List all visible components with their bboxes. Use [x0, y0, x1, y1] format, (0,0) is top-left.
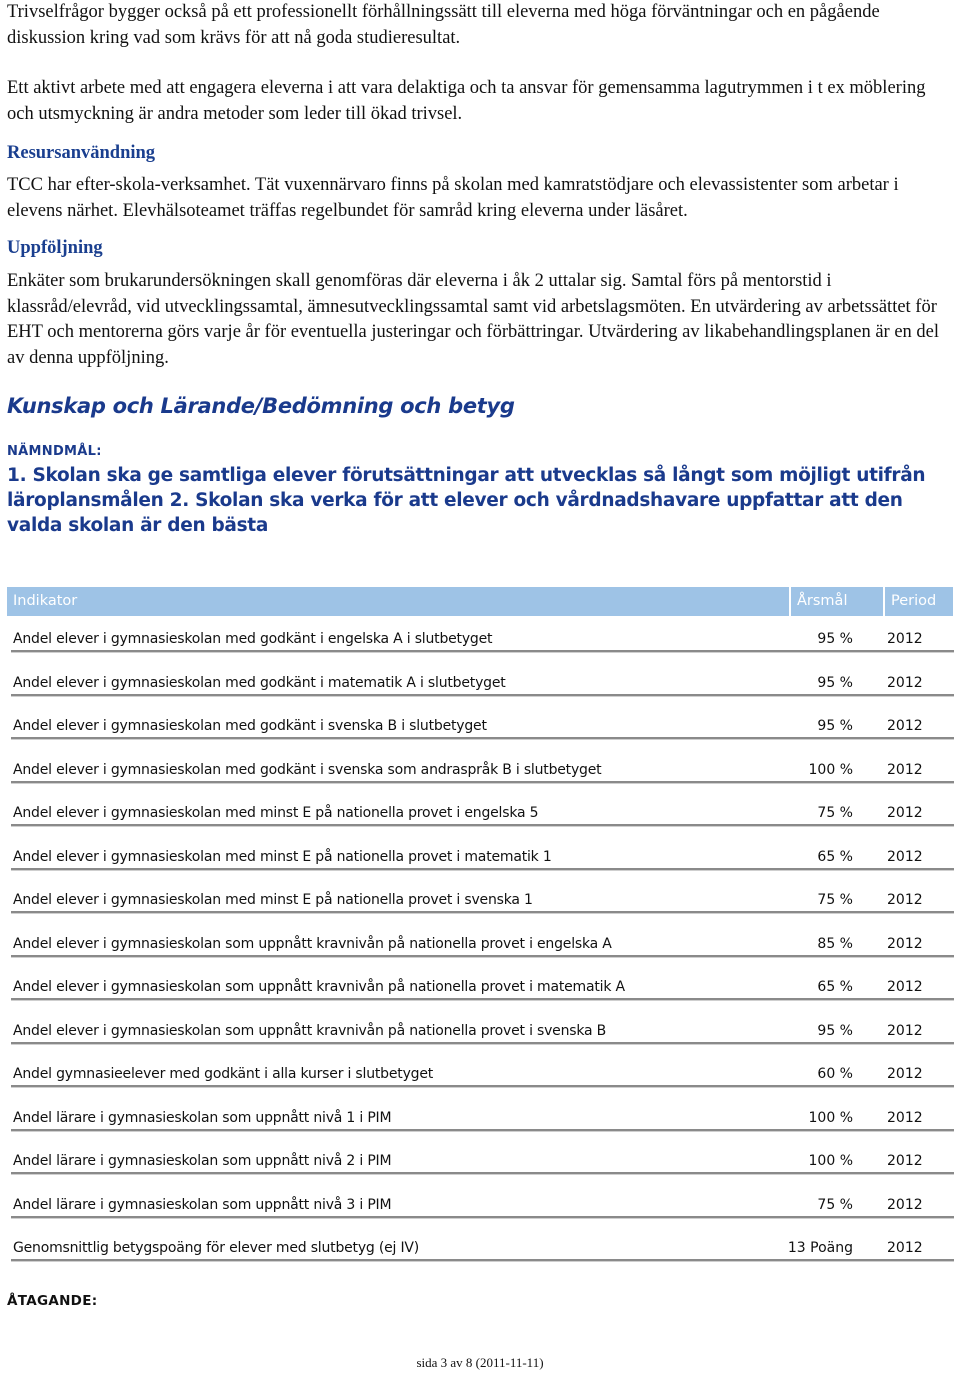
target-cell: 85 % [817, 935, 853, 952]
row-divider [11, 694, 954, 697]
heading-resursanvandning: Resursanvändning [7, 143, 156, 163]
target-cell: 75 % [817, 1196, 853, 1213]
table-body [7, 620, 953, 1273]
atagande-label: ÅTAGANDE: [7, 1293, 98, 1309]
indicator-cell: Genomsnittlig betygspoäng för elever med slutbetyg (ej IV) [13, 1240, 420, 1256]
indicator-cell: Andel lärare i gymnasieskolan som uppnått nivå 3 i PIM [13, 1196, 392, 1213]
target-cell: 95 % [817, 718, 853, 734]
table-row [7, 1186, 953, 1230]
table-header [7, 587, 953, 616]
period-cell: 2012 [887, 1153, 923, 1169]
indicator-cell: Andel elever i gymnasieskolan med minst E på nationella provet i matematik 1 [13, 848, 552, 865]
paragraph-resursanvandning: TCC har efter-skola-verksamhet. Tät vuxennärvaro finns på skolan med kamratstödjare och elevassistenter som arbetar i elevens närhet. Elevhälsoteamet träffas regelbundet för samråd kring eleverna under läsåret. [7, 175, 899, 221]
indicator-cell: Andel elever i gymnasieskolan med minst E på nationella provet i engelska 5 [13, 805, 539, 821]
period-cell: 2012 [887, 1066, 923, 1082]
target-cell: 13 Poäng [787, 1240, 853, 1256]
header-target: Årsmål [791, 587, 883, 616]
row-divider [11, 650, 954, 653]
period-cell: 2012 [887, 935, 923, 952]
row-divider [11, 1129, 954, 1132]
target-cell: 60 % [817, 1066, 853, 1082]
row-divider [11, 1259, 954, 1262]
indicator-cell: Andel elever i gymnasieskolan som uppnått kravnivån på nationella provet i engelska A [13, 935, 612, 952]
table-row [7, 1012, 953, 1056]
table-row [7, 1142, 953, 1186]
row-divider [11, 868, 954, 871]
period-cell: 2012 [887, 1196, 923, 1213]
indicator-cell: Andel elever i gymnasieskolan som uppnått kravnivån på nationella provet i matematik A [13, 979, 625, 995]
period-cell: 2012 [887, 848, 923, 865]
period-cell: 2012 [887, 1022, 923, 1039]
period-cell: 2012 [887, 761, 923, 778]
header-indicator: Indikator [7, 587, 789, 616]
target-cell: 100 % [808, 1153, 853, 1169]
paragraph-aktivt-arbete: Ett aktivt arbete med att engagera eleverna i att vara delaktiga och ta ansvar för gemensamma lagutrymmen i t ex möblering och utsmyckning är andra metoder som leder till ökad trivsel. [7, 78, 926, 124]
indicator-cell: Andel elever i gymnasieskolan som uppnått kravnivån på nationella provet i svenska B [13, 1022, 607, 1039]
target-cell: 100 % [808, 761, 853, 778]
table-row [7, 707, 953, 751]
indicator-cell: Andel lärare i gymnasieskolan som uppnått nivå 1 i PIM [13, 1109, 392, 1126]
indicator-cell: Andel lärare i gymnasieskolan som uppnått nivå 2 i PIM [13, 1153, 392, 1169]
target-cell: 75 % [817, 892, 853, 908]
page-footer: sida 3 av 8 (2011-11-11) [416, 1355, 544, 1370]
target-cell: 95 % [817, 674, 853, 691]
period-cell: 2012 [887, 892, 923, 908]
heading-uppfoljning: Uppföljning [7, 238, 103, 258]
row-divider [11, 1172, 954, 1175]
target-cell: 75 % [817, 805, 853, 821]
row-divider [11, 955, 954, 958]
row-divider [11, 1216, 954, 1219]
row-divider [11, 1085, 954, 1088]
indicator-cell: Andel gymnasieelever med godkänt i alla kurser i slutbetyget [13, 1066, 434, 1082]
target-cell: 100 % [808, 1109, 853, 1126]
period-cell: 2012 [887, 631, 923, 647]
table-row [7, 838, 953, 882]
table-row [7, 751, 953, 795]
row-divider [11, 824, 954, 827]
row-divider [11, 1042, 954, 1045]
indicator-cell: Andel elever i gymnasieskolan med godkänt i engelska A i slutbetyget [13, 631, 493, 647]
goal-text: 1. Skolan ska ge samtliga elever förutsättningar att utvecklas så långt som möjligt utifrån läroplansmålen 2. Skolan ska verka för att elever och vårdnadshavare uppfattar att den valda skolan är den bästa [7, 465, 926, 536]
target-cell: 65 % [817, 979, 853, 995]
period-cell: 2012 [887, 979, 923, 995]
paragraph-trivsel: Trivselfrågor bygger också på ett professionellt förhållningssätt till eleverna med höga förväntningar och en pågående diskussion kring vad som krävs för att nå goda studieresultat. [7, 2, 880, 48]
indicator-table [7, 587, 953, 1269]
row-divider [11, 737, 954, 740]
indicator-cell: Andel elever i gymnasieskolan med minst E på nationella provet i svenska 1 [13, 892, 533, 908]
table-row [7, 1055, 953, 1099]
target-cell: 95 % [817, 631, 853, 647]
table-row [7, 664, 953, 708]
paragraph-uppfoljning: Enkäter som brukarundersökningen skall genomföras där eleverna i åk 2 uttalar sig. Samtal förs på mentorstid i klassråd/elevråd, vid utvecklingssamtal, ämnesutvecklingssamtal samt vid arbetslagsmöten. En utvärdering av arbetssättet för EHT och mentorerna görs varje år för eventuella justeringar och förbättringar. Utvärdering av likabehandlingsplanen är en del av denna uppföljning. [7, 271, 940, 368]
row-divider [11, 998, 954, 1001]
indicator-cell: Andel elever i gymnasieskolan med godkänt i matematik A i slutbetyget [13, 674, 506, 691]
row-divider [11, 781, 954, 784]
period-cell: 2012 [887, 805, 923, 821]
section-title: Kunskap och Lärande/Bedömning och betyg [7, 394, 515, 418]
row-divider [11, 911, 954, 914]
indicator-cell: Andel elever i gymnasieskolan med godkänt i svenska som andraspråk B i slutbetyget [13, 761, 602, 778]
table-row [7, 620, 953, 664]
indicator-cell: Andel elever i gymnasieskolan med godkänt i svenska B i slutbetyget [13, 718, 487, 734]
table-row [7, 794, 953, 838]
period-cell: 2012 [887, 718, 923, 734]
target-cell: 65 % [817, 848, 853, 865]
table-row [7, 881, 953, 925]
table-row [7, 925, 953, 969]
header-period: Period [885, 587, 953, 616]
period-cell: 2012 [887, 1109, 923, 1126]
table-row [7, 968, 953, 1012]
namndmal-label: NÄMNDMÅL: [7, 444, 102, 459]
table-row [7, 1099, 953, 1143]
table-row [7, 1229, 953, 1273]
period-cell: 2012 [887, 1240, 923, 1256]
period-cell: 2012 [887, 674, 923, 691]
target-cell: 95 % [817, 1022, 853, 1039]
